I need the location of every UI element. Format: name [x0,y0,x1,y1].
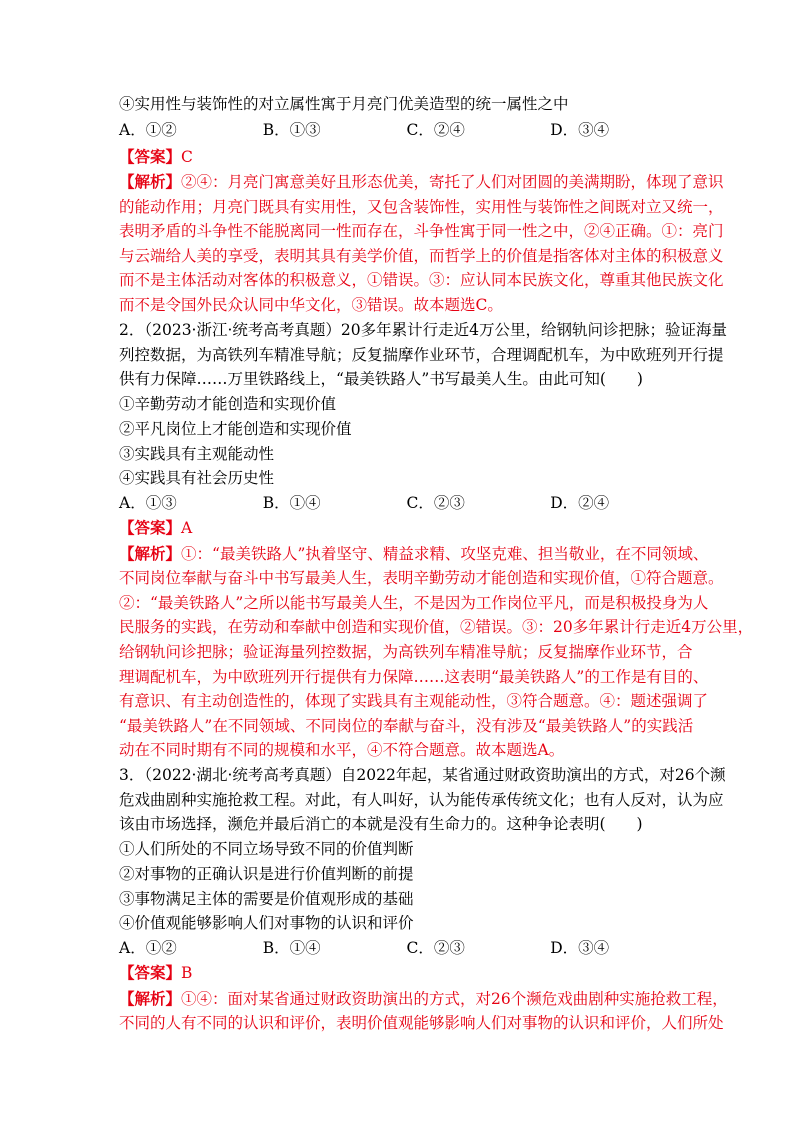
question-option: ②平凡岗位上才能创造和实现价值 [119,420,352,438]
choice-c: C．②④ [406,121,465,139]
analysis-line: 理调配机车，为中欧班列开行提供有力保障……这表明“最美铁路人”的工作是有目的、 [119,668,709,686]
analysis-line [119,987,728,1012]
choice-d: D．③④ [550,121,610,139]
analysis-label: 【解析】 [119,172,182,191]
analysis-line: 与云端给人美的享受，表明其具有美学价值，而哲学上的价值是指客体对主体的积极意义 [119,247,724,265]
analysis-label: 【解析】 [119,989,182,1008]
question-stem: 危戏曲剧种实施抢救工程。对此，有人叫好，认为能传承传统文化；也有人反对，认为应 [119,791,724,809]
choice-c: C．②③ [406,939,465,957]
question-option: ③事物满足主体的需要是价值观形成的基础 [119,890,414,908]
analysis-text: ②④：月亮门寓意美好且形态优美，寄托了人们对团圆的美满期盼，体现了意识 [181,173,724,191]
answer-value: B [181,964,193,982]
analysis-line: “最美铁路人”在不同领域、不同岗位的奉献与奋斗，没有涉及“最美铁路人”的实践活 [119,717,694,735]
answer-value: A [181,519,193,537]
choice-c: C．②③ [406,494,465,512]
answer-choices [119,491,694,516]
analysis-line: 有意识、有主动创造性的，体现了实践具有主观能动性，③符合题意。④：题述强调了 [119,692,709,710]
choice-d: D．③④ [550,939,610,957]
choice-a: A．①② [119,121,177,139]
analysis-text: ①：“最美铁路人”执着坚守、精益求精、攻坚克难、担当敬业，在不同领域、 [181,545,709,563]
question-option: ③实践具有主观能动性 [119,445,275,463]
answer-label: 【答案】 [119,963,182,982]
choice-a: A．①② [119,939,177,957]
question-stem: 供有力保障……万里铁路线上，“最美铁路人”书写最美人生。由此可知( ) [119,370,643,388]
question-option: ④价值观能够影响人们对事物的认识和评价 [119,914,414,932]
question-stem: 列控数据，为高铁列车精准导航；反复揣摩作业环节，合理调配机车，为中欧班列开行提 [119,346,724,364]
question-option: ④实用性与装饰性的对立属性寓于月亮门优美造型的统一属性之中 [119,95,569,113]
answer-line [119,516,694,541]
answer-value: C [181,148,193,166]
answer-line [119,145,694,170]
question-option: ①人们所处的不同立场导致不同的价值判断 [119,840,414,858]
question-option: ①辛勤劳动才能创造和实现价值 [119,395,337,413]
question-stem: 该由市场选择，濒危并最后消亡的本就是没有生命力的。这种争论表明( ) [119,815,643,833]
answer-choices [119,936,694,961]
analysis-line: 的能动作用；月亮门既具有实用性，又包含装饰性，实用性与装饰性之间既对立又统一， [119,198,724,216]
analysis-line: 表明矛盾的斗争性不能脱离同一性而存在，斗争性寓于同一性之中，②④正确。①：亮门 [119,222,724,240]
question-stem: 3．（2022·湖北·统考高考真题）自2022年起，某省通过财政资助演出的方式，对26个濒 [119,766,726,784]
analysis-line: 动在不同时期有不同的规模和水平，④不符合题意。故本题选A。 [119,741,565,759]
choice-d: D．②④ [550,494,610,512]
analysis-line [119,542,709,567]
answer-line [119,961,694,986]
analysis-line: 不同岗位奉献与奋斗中书写最美人生，表明辛勤劳动才能创造和实现价值，①符合题意。 [119,569,724,587]
analysis-line: ②：“最美铁路人”之所以能书写最美人生，不是因为工作岗位平凡，而是积极投身为人 [119,594,709,612]
choice-b: B．①③ [262,121,321,139]
choice-b: B．①④ [262,939,321,957]
analysis-text: ①④：面对某省通过财政资助演出的方式，对26个濒危戏曲剧种实施抢救工程， [181,990,728,1008]
choice-a: A．①③ [119,494,177,512]
choice-b: B．①④ [262,494,321,512]
analysis-line: 不同的人有不同的认识和评价，表明价值观能够影响人们对事物的认识和评价，人们所处 [119,1014,724,1032]
question-option: ④实践具有社会历史性 [119,469,275,487]
analysis-line: 给钢轨问诊把脉；验证海量列控数据，为高铁列车精准导航；反复揣摩作业环节，合 [119,643,693,661]
analysis-label: 【解析】 [119,544,182,563]
analysis-line: 而不是令国外民众认同中华文化，③错误。故本题选C。 [119,296,503,314]
analysis-line [119,170,724,195]
analysis-line: 而不是主体活动对客体的积极意义，①错误。③：应认同本民族文化，尊重其他民族文化 [119,271,724,289]
answer-choices [119,118,694,143]
question-option: ②对事物的正确认识是进行价值判断的前提 [119,865,414,883]
analysis-line: 民服务的实践，在劳动和奉献中创造和实现价值，②错误。③：20多年累计行走近4万公里， [119,618,754,636]
question-stem: 2．（2023·浙江·统考高考真题）20多年累计行走近4万公里，给钢轨问诊把脉；验证海量 [119,321,727,339]
answer-label: 【答案】 [119,518,182,537]
answer-label: 【答案】 [119,147,182,166]
